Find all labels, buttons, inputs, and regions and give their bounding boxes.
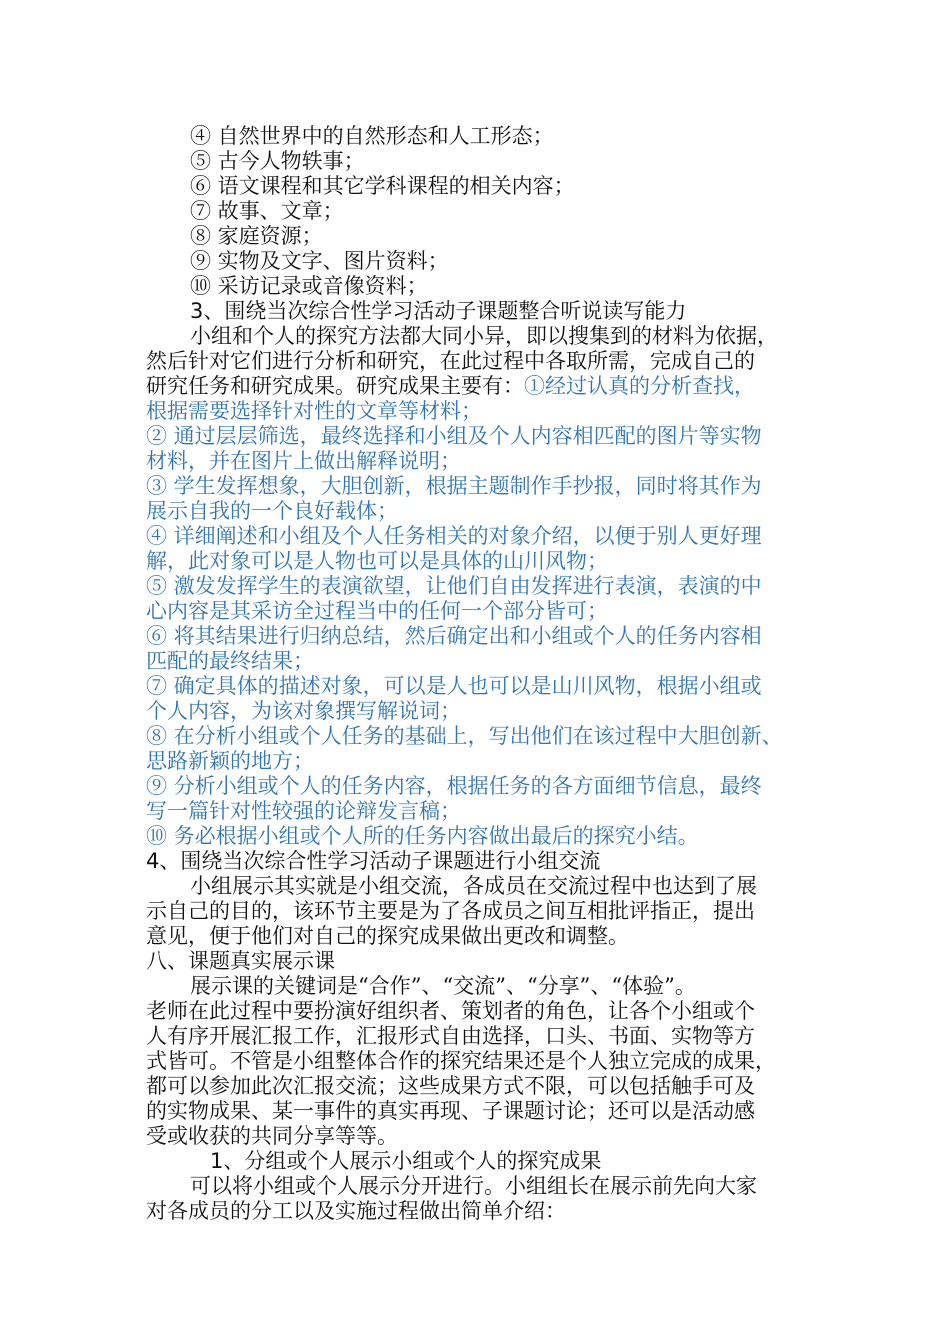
result-line: ⑩ 务必根据小组或个人所的任务内容做出最后的探究小结。 xyxy=(146,824,699,848)
subsection-heading: 1、分组或个人展示小组或个人的探究成果 xyxy=(210,1149,602,1173)
result-line: 匹配的最终结果； xyxy=(146,649,314,673)
paragraph-line: 展示课的关键词是“合作”、“交流”、“分享”、“体验”。 xyxy=(190,974,696,998)
result-line: 心内容是其采访全过程当中的任何一个部分皆可； xyxy=(146,599,608,623)
result-line: ④ 详细阐述和小组及个人任务相关的对象介绍，以便于别人更好理 xyxy=(146,524,762,548)
paragraph-line: 示自己的目的，该环节主要是为了各成员之间互相批评指正，提出 xyxy=(146,899,755,923)
result-line: 解，此对象可以是人物也可以是具体的山川风物； xyxy=(146,549,608,573)
result-line: 根据需要选择针对性的文章等材料； xyxy=(146,399,482,423)
result-line: 写一篇针对性较强的论辩发言稿； xyxy=(146,799,461,823)
result-item-1-start: ①经过认真的分析查找， xyxy=(524,374,755,398)
paragraph-line-mixed xyxy=(146,374,846,399)
paragraph-line: 的实物成果、某一事件的真实再现、子课题讨论；还可以是活动感 xyxy=(146,1099,755,1123)
result-line: ⑧ 在分析小组或个人任务的基础上，写出他们在该过程中大胆创新、 xyxy=(146,724,783,748)
list-item: ⑨ 实物及文字、图片资料； xyxy=(190,249,449,273)
paragraph-line: 可以将小组或个人展示分开进行。小组组长在展示前先向大家 xyxy=(190,1174,757,1198)
section-heading-4: 4、围绕当次综合性学习活动子课题进行小组交流 xyxy=(146,849,601,873)
result-line: ③ 学生发挥想象，大胆创新，根据主题制作手抄报，同时将其作为 xyxy=(146,474,762,498)
result-line: 材料，并在图片上做出解释说明； xyxy=(146,449,461,473)
paragraph-line: 意见，便于他们对自己的探究成果做出更改和调整。 xyxy=(146,924,629,948)
paragraph-line: 受或收获的共同分享等等。 xyxy=(146,1124,398,1148)
result-line: ⑨ 分析小组或个人的任务内容，根据任务的各方面细节信息，最终 xyxy=(146,774,762,798)
section-heading-3: 3、围绕当次综合性学习活动子课题整合听说读写能力 xyxy=(190,299,687,323)
paragraph-line: 式皆可。不管是小组整体合作的探究结果还是个人独立完成的成果， xyxy=(146,1049,776,1073)
result-line: 个人内容，为该对象撰写解说词； xyxy=(146,699,461,723)
section-heading-8: 八、课题真实展示课 xyxy=(146,949,335,973)
paragraph-line: 都可以参加此次汇报交流；这些成果方式不限，可以包括触手可及 xyxy=(146,1074,755,1098)
result-line: 展示自我的一个良好载体； xyxy=(146,499,398,523)
list-item: ⑤ 古今人物轶事； xyxy=(190,149,365,173)
result-line: 思路新颖的地方； xyxy=(146,749,314,773)
paragraph-line: 对各成员的分工以及实施过程做出简单介绍： xyxy=(146,1199,566,1223)
paragraph-line: 小组展示其实就是小组交流，各成员在交流过程中也达到了展 xyxy=(190,874,757,898)
list-item: ⑦ 故事、文章； xyxy=(190,199,344,223)
result-line: ② 通过层层筛选，最终选择和小组及个人内容相匹配的图片等实物 xyxy=(146,424,762,448)
result-line: ⑥ 将其结果进行归纳总结，然后确定出和小组或个人的任务内容相 xyxy=(146,624,762,648)
list-item: ⑩ 采访记录或音像资料； xyxy=(190,274,428,298)
result-line: ⑦ 确定具体的描述对象，可以是人也可以是山川风物，根据小组或 xyxy=(146,674,762,698)
paragraph-line: 人有序开展汇报工作，汇报形式自由选择，口头、书面、实物等方 xyxy=(146,1024,755,1048)
list-item: ⑧ 家庭资源； xyxy=(190,224,323,248)
paragraph-line: 小组和个人的探究方法都大同小异，即以搜集到的材料为依据， xyxy=(190,324,778,348)
paragraph-line: 老师在此过程中要扮演好组织者、策划者的角色，让各个小组或个 xyxy=(146,999,755,1023)
list-item: ⑥ 语文课程和其它学科课程的相关内容； xyxy=(190,174,575,198)
paragraph-text: 研究任务和研究成果。研究成果主要有： xyxy=(146,374,524,398)
paragraph-line: 然后针对它们进行分析和研究，在此过程中各取所需，完成自己的 xyxy=(146,349,755,373)
list-item: ④ 自然世界中的自然形态和人工形态； xyxy=(190,124,554,148)
result-line: ⑤ 激发发挥学生的表演欲望，让他们自由发挥进行表演，表演的中 xyxy=(146,574,762,598)
